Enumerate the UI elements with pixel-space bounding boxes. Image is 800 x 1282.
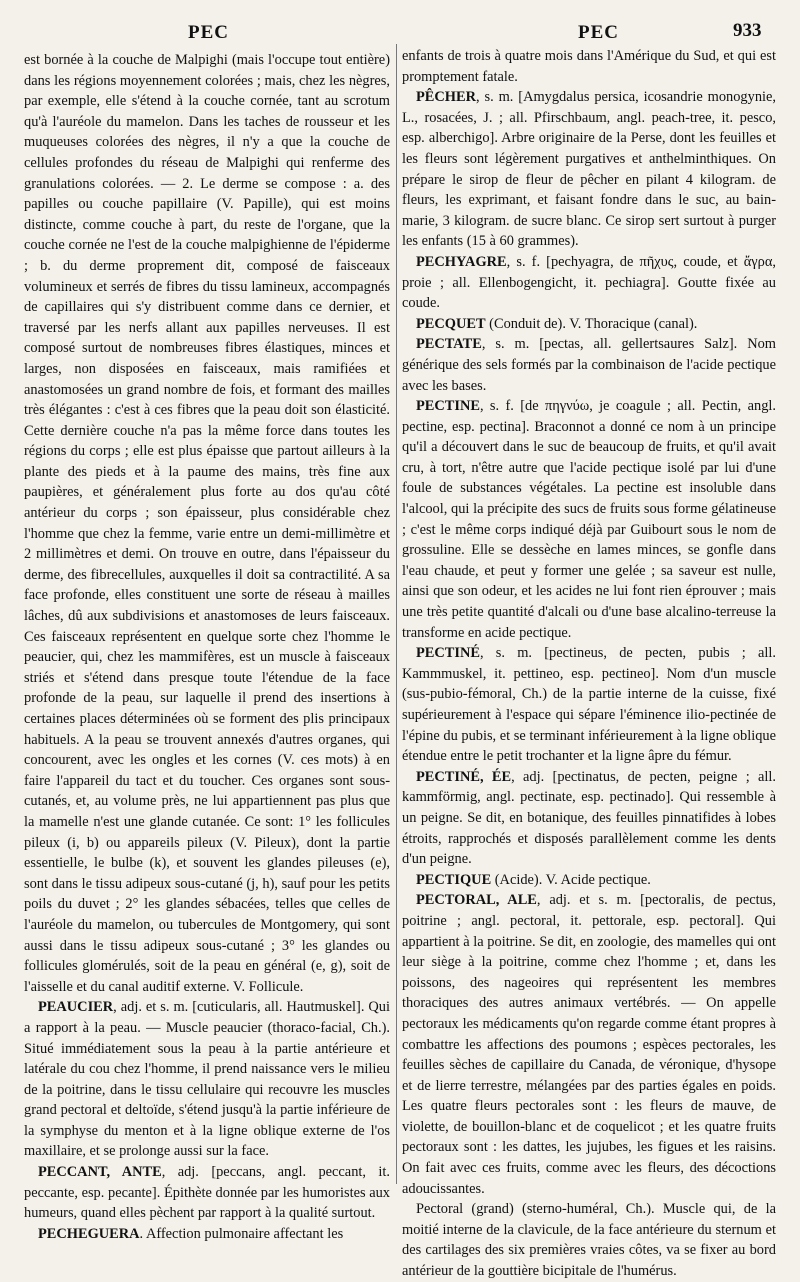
entry-pectate — [402, 334, 776, 396]
entry-pectine — [402, 396, 776, 643]
entry-pectine-muscle — [402, 643, 776, 767]
headword: PECTINÉ, ÉE — [416, 768, 512, 785]
headword: PEAUCIER — [38, 999, 114, 1016]
entry-pechyagre — [402, 252, 776, 314]
entry-peaucier — [24, 997, 390, 1162]
definition: , adj. et s. m. [pectoralis, de pectus, poitrine ; angl. pectoral, it. pettorale, esp. pectoral]. Qui appartient à la poitrine. Se dit, en zoologie, des mamelles qui ont leur siège à la poitrine, comme chez l'homme ; et, dans les poissons, des nageoires qui représentent les membres thoraciques des autres animaux vertébrés. — On appelle pectoraux les médicaments qu'on regarde comme étant propres à combattre les affections des poumons ; espèces pectorales, les feuilles sèches de capillaire du Canada, de véronique, d'hysope et de lierre terrestre, mélangées par des parties égales en poids. Les quatre fleurs pectorales sont : les fleurs de mauve, de violette, de bouillon-blanc et de coquelicot ; et les quatre fruits pectoraux sont : les dattes, les jujubes, les figues et les raisins. On fait avec ces fruits, comme avec les fleurs, des décoctions adoucissantes. — [402, 892, 777, 1197]
headword: PECHEGUERA — [38, 1225, 140, 1242]
headword: PECTATE — [416, 336, 482, 353]
definition: Pectoral (grand) (sterno-huméral, Ch.). Muscle qui, de la moitié interne de la clavicule, de la face antérieure du sternum et des cartilages des six premières vraies côtes, va se fixer au bord antérieur de la gouttière bicipitale de l'humérus. — [402, 1201, 776, 1280]
right-column — [402, 16, 776, 1282]
definition: . Affection pulmonaire affectant les — [139, 1225, 344, 1242]
entry-pechegura — [24, 1224, 390, 1245]
running-head-left: PEC — [188, 22, 229, 43]
headword: PECTINE — [416, 398, 480, 415]
entry-pectine-adj — [402, 767, 776, 870]
headword: PECCANT, ANTE — [38, 1164, 162, 1181]
left-column — [24, 50, 390, 1244]
definition: (Acide). V. Acide pectique. — [491, 871, 651, 888]
page-number: 933 — [733, 20, 762, 41]
definition: , adj. [pectinatus, de pecten, peigne ; all. kammförmig, angl. pectinate, esp. pectinado]. Qui ressemble à un peigne. Se dit, en botanique, des feuilles pinnatifides à lobes étroits, rapprochés et disposés parallèlement comme les dents d'un peigne. — [402, 768, 776, 868]
entry-pectoral-grand — [402, 1199, 776, 1281]
definition: , adj. et s. m. [cuticularis, all. Hautmuskel]. Qui a rapport à la peau. — Muscle peaucier (thoraco-facial, Ch.). Situé immédiatement sous la peau à la partie antérieure et latérale du cou chez l'homme, il prend naissance vers le milieu de la poitrine, dans le tissu cellulaire qui recouvre les muscles grand pectoral et deltoïde, s'étend jusqu'à la partie inférieure de la symphyse du menton et à la ligne oblique externe de l'os maxillaire, et se prolonge aussi sur la face. — [24, 999, 390, 1160]
definition: , s. m. [Amygdalus persica, icosandrie monogynie, L., rosacées, J. ; all. Pfirschbaum, angl. peach-tree, it. pesco, esp. alberchigo]. Arbre originaire de la Perse, dont les feuilles et les fleurs sont légèrement purgatives et anthelminthiques. On prépare le sirop de fleur de pêcher en pilant 4 kilogram. de fleurs, les exprimant, et faisant fondre dans le suc, au bain-marie, 3 kilogram. de sucre blanc. Ce sirop sert surtout à purger les enfants (15 à 60 grammes). — [402, 89, 776, 250]
entry-continuation: enfants de trois à quatre mois dans l'Amérique du Sud, et qui est promptement fatale. — [402, 48, 776, 85]
entry-pectique — [402, 870, 776, 891]
headword: PECTINÉ — [416, 645, 480, 662]
headword: PECHYAGRE — [416, 253, 507, 270]
entry-continuation: est bornée à la couche de Malpighi (mais l'occupe tout entière) dans les régions moyennement colorées ; mais, chez les nègres, par exemple, elle s'étend à la couche cornée, tant au scrotum qu'à l'auréole du mamelon. Dans les taches de rousseur et les muqueuses colorées des nègres, il n'y a que la couche de cellules profondes du réseau de Malpighi qui renferme des granulations colorées. — 2. Le derme se compose : a. des papilles ou couche papillaire (V. Papille), qui est moins distincte, comme couche à part, du reste de l'organe, que la couche cornée ne l'est de la couche malpighienne de l'épiderme ; b. du derme proprement dit, composé de faisceaux volumineux et serrés de fibres du tissu lamineux, accompagnés de capillaires qui s'y distribuent comme dans ce dernier, et traversé par les nerfs allant aux papilles nerveuses. Il est composé surtout de nombreuses fibres élastiques, minces et larges, non disposées en faisceaux, mais ramifiées et anastomosées un grand nombre de fois, et formant des mailles très élégantes : c'est à ces fibres que la peau doit son élasticité. Cette dernière couche n'a pas la même force dans toutes les régions du corps ; elle est plus épaisse que partout ailleurs à la plante des pieds et à la paume des mains, très fine aux paupières, et généralement plus forte au dos qu'au côté antérieur du corps ; son épaisseur, plus considérable chez l'homme que chez la femme, varie entre un demi-millimètre et 2 millimètres et demi. On trouve en outre, dans l'épaisseur du derme, des fibrecellules, auxquelles il doit sa contractilité. A sa face profonde, elles constituent une sorte de réseau à mailles lâches, dû aux subdivisions et anastomoses de leurs faisceaux. Ces faisceaux représentent en quelque sorte chez l'homme le peaucier, qui, chez les mammifères, est un muscle à faisceaux striés et s'étend dans presque toute l'étendue de la face profonde de la peau, sur laquelle il prend des insertions à certaines places déterminées où se forment des plis principaux habituels. A la peau se trouvent annexés d'autres organes, qui concourent, avec les ongles et les cornes (V. ces mots) à en faire l'appareil du tact et du toucher. Ces organes sont sous-cutanés, et, au volume près, ne lui appartiennent pas plus que la mamelle n'est une glande cutanée. Ce sont: 1° les follicules pileux (i, b) ou appareils pileux (V. Pileux), dont la partie essentielle, le bulbe (k), et souvent les glandes pileuses (e), sont dans le tissu adipeux sous-cutané (j, h), sauf pour les petits poils du duvet ; 2° les glandes sébacées, telles que celles de l'auréole du mamelon, ou tubercules de Montgomery, qui sont aussi dans le tissu adipeux sous-cutané ; 3° les glandes ou follicules glomérulés, soit de la peau en général (e, g), soit de l'aisselle et du canal auditif externe. V. Follicule. — [24, 52, 390, 995]
entry-pectoral — [402, 890, 776, 1199]
definition: , adj. [peccans, angl. peccant, it. peccante, esp. pecante]. Épithète donnée par les humoristes aux humeurs, quand elles pèchent par rapport à la qualité surtout. — [24, 1164, 391, 1222]
headword: PECTIQUE — [416, 871, 492, 888]
definition: , s. f. [pechyagra, de πῆχυς, coude, et ἄγρα, proie ; all. Ellenbogengicht, it. pechiagra]. Goutte fixée au coude. — [402, 253, 776, 312]
column-divider — [396, 44, 397, 1184]
entry-pecher — [402, 87, 776, 252]
running-head-right: PEC — [578, 22, 619, 43]
headword: PÊCHER — [416, 89, 476, 106]
definition: , s. f. [de πηγνύω, je coagule ; all. Pectin, angl. pectine, esp. pectina]. Braconnot a donné ce nom à un principe qu'il a découvert dans le suc de beaucoup de fruits, et qu'il avait cru, à tort, n'être autre que l'acide pectique isolé par lui d'une foule de substances végétales. La pectine est insoluble dans l'alcool, qui la précipite des sucs de fruits sous forme gélatineuse ; c'est le même corps indiqué déjà par Guibourt sous le nom de grossuline. Elle se dessèche en lames minces, se gonfle dans l'eau chaude, et peut y former une gelée ; sa saveur est nulle, ainsi que son odeur, et les acides ne lui font rien éprouver ; mais une très petite quantité d'alcali ou d'une base alcalino-terreuse la transforme en acide pectique. — [402, 398, 776, 641]
definition: (Conduit de). V. Thoracique (canal). — [485, 315, 698, 332]
entry-peccant — [24, 1162, 390, 1224]
headword: PECTORAL, ALE — [416, 892, 537, 909]
entry-pecquet — [402, 314, 776, 335]
definition: , s. m. [pectineus, de pecten, pubis ; all. Kammmuskel, it. pettineo, esp. pectineo]. Nom d'un muscle (sus-pubio-fémoral, Ch.) de la partie interne de la cuisse, fixé supérieurement à l'espace qui sépare l'éminence ilio-pectinée de l'épine du pubis, et se terminant inférieurement à la ligne oblique étendue entre le petit trochanter et la ligne âpre du fémur. — [402, 645, 776, 765]
headword: PECQUET — [416, 315, 486, 332]
definition: , s. m. [pectas, all. gellertsaures Salz]. Nom générique des sels formés par la combinaison de l'acide pectique avec les bases. — [402, 336, 776, 394]
